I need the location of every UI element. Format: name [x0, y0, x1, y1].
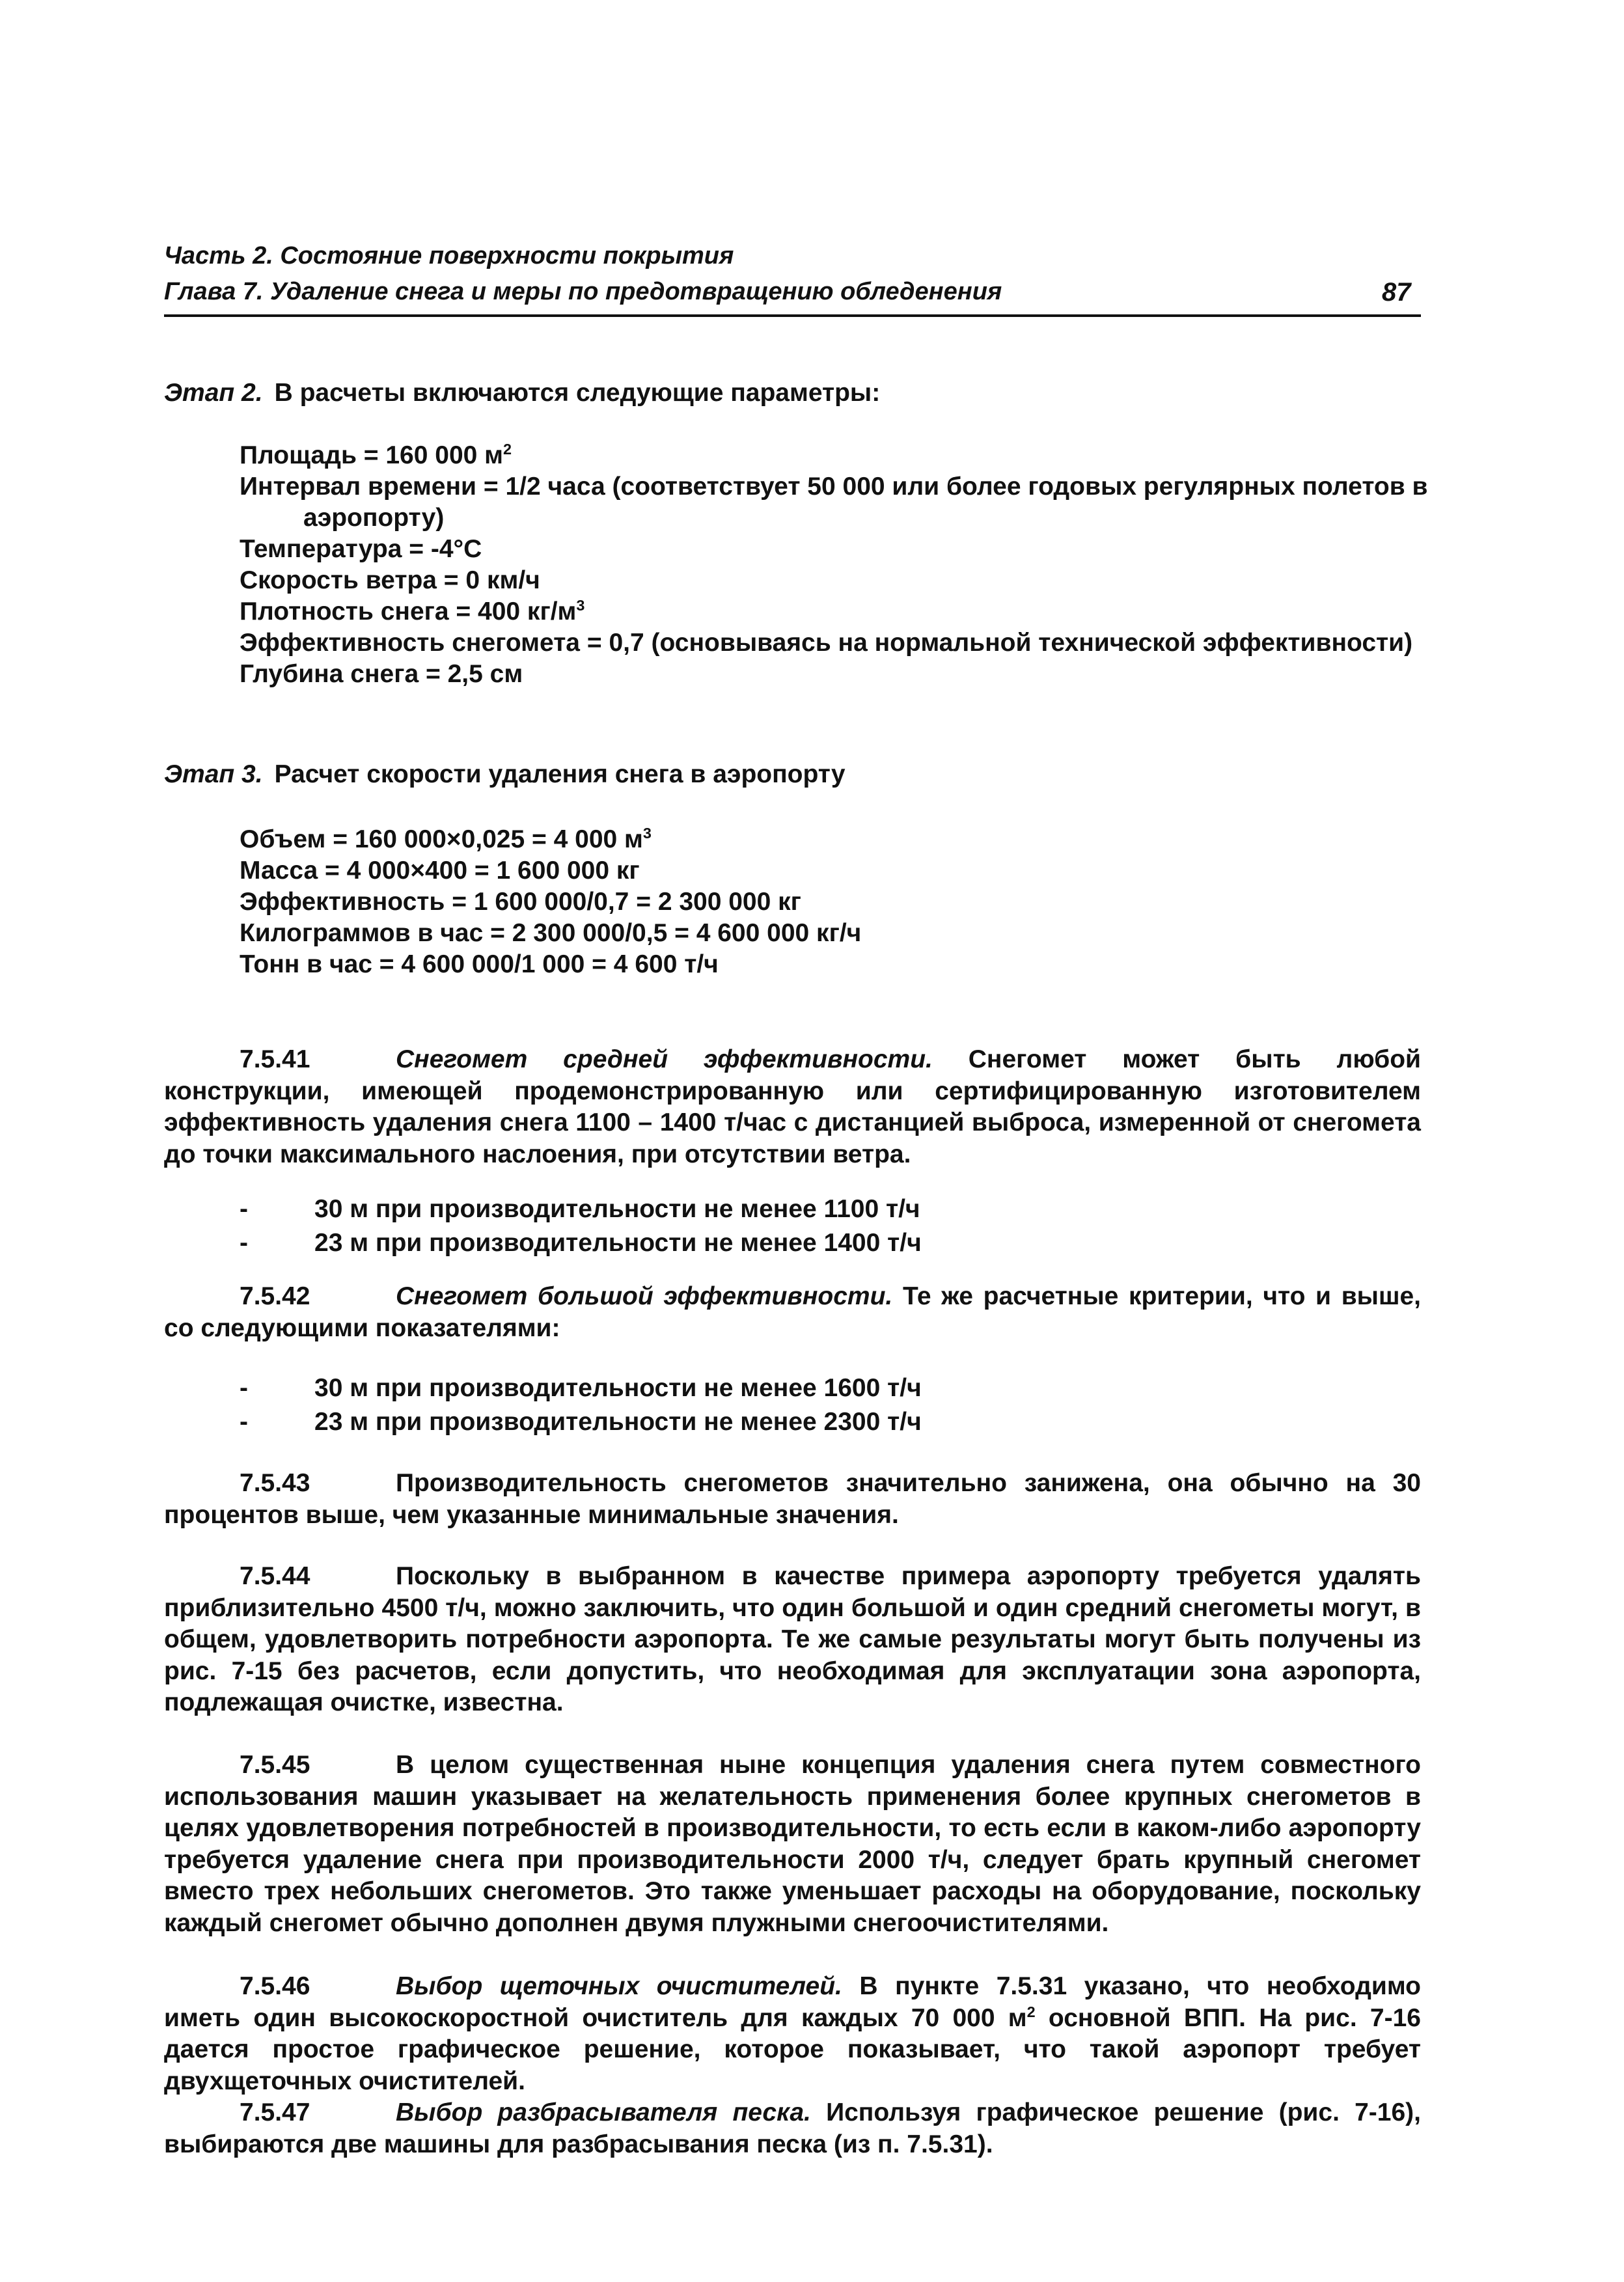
calc-kg-per-hour: Килограммов в час = 2 300 000/0,5 = 4 600 000 кг/ч [240, 919, 862, 947]
paragraph-text: Используя графическое решение (рис. 7-16), выбираются две машины для разбрасывания песка (из п. 7.5.31). [164, 2098, 1421, 2158]
paragraph-number: 7.5.44 [240, 1562, 310, 1590]
list-item: - 23 м при производительности не менее 2300 т/ч [240, 1408, 922, 1436]
paragraph-number: 7.5.42 [240, 1282, 310, 1310]
stage-2-heading [164, 379, 880, 407]
header-rule [164, 314, 1421, 317]
paragraph-title: Выбор разбрасывателя песка. [396, 2098, 811, 2126]
stage-3-calculations [240, 824, 861, 980]
running-header-part: Часть 2. Состояние поверхности покрытия [164, 242, 734, 269]
paragraph-7-5-45 [164, 1750, 1421, 1939]
stage-2-label: Этап 2. [164, 379, 263, 407]
paragraph-title: Выбор щеточных очистителей. [396, 1972, 842, 2000]
calc-efficiency: Эффективность = 1 600 000/0,7 = 2 300 000 кг [240, 888, 801, 916]
paragraph-text-cont: основной ВПП. На рис. 7-16 дается простое графическое решение, которое показывает, что такой аэропорт требует двухщеточных очистителей. [164, 2003, 1421, 2095]
paragraph-text: Те же расчетные критерии, что и выше, со следующими показателями: [164, 1282, 1422, 1342]
stage-3-heading [164, 760, 846, 789]
paragraph-7-5-42 [164, 1281, 1421, 1344]
param-interval-cont: аэропорту) [303, 504, 445, 532]
calc-volume: Объем = 160 000×0,025 = 4 000 $м^3$ [240, 825, 652, 853]
paragraph-number: 7.5.46 [240, 1972, 310, 2000]
paragraph-text: Снегомет может быть любой конструкции, имеющей продемонстрированную или сертифицированную изготовителем эффективность удаления снега 1100 – 1400 т/час с дистанцией выброса, измеренной от снегомета до точки максимального наслоения, при отсутствии ветра. [164, 1045, 1421, 1168]
calc-mass: Масса = 4 000×400 = 1 600 000 кг [240, 857, 640, 885]
stage-3-intro: Расчет скорости удаления снега в аэропорту [274, 760, 846, 788]
paragraph-title: Снегомет большой эффективности. [396, 1282, 893, 1310]
paragraph-text: В пункте 7.5.31 указано, что необходимо иметь один высокоскоростной очиститель для каждых 70 000 м [164, 1972, 1421, 2032]
stage-2-intro: В расчеты включаются следующие параметры: [274, 379, 881, 407]
paragraph-number: 7.5.45 [240, 1751, 310, 1779]
paragraph-7-5-44 [164, 1561, 1421, 1719]
param-area: Площадь = 160 000 $м^2$ [240, 441, 512, 469]
paragraph-number: 7.5.47 [240, 2098, 310, 2126]
param-density: Плотность снега = 400 $кг/м^3$ [240, 597, 585, 625]
paragraph-7-5-46: 7.5.46 Выбор щеточных очистителей. В пункте 7.5.31 указано, что необходимо иметь один высокоскоростной очиститель для каждых 70 000 $м^2$ основной ВПП. На рис. 7-16 дается простое графическое решение, которое показывает, что такой аэропорт требует двухщеточных очистителей. [164, 1972, 1421, 2095]
paragraph-text: В целом существенная ныне концепция удаления снега путем совместного использования машин указывает на желательность применения более крупных снегометов в целях удовлетворения потребностей в производительности, то есть если в каком-либо аэропорту требуется удаление снега при производительности 2000 т/ч, следует брать крупный снегомет вместо трех небольших снегометов. Это также уменьшает расходы на оборудование, поскольку каждый снегомет обычно дополнен двумя плужными снегоочистителями. [164, 1751, 1421, 1937]
bullet-list-7-5-41 [240, 1192, 922, 1260]
paragraph-title: Снегомет средней эффективности. [396, 1045, 933, 1073]
list-item: - 30 м при производительности не менее 1100 т/ч [240, 1195, 920, 1223]
param-wind: Скорость ветра = 0 км/ч [240, 566, 540, 594]
param-temperature: Температура = -4°С [240, 535, 482, 563]
paragraph-7-5-43 [164, 1468, 1421, 1531]
paragraph-7-5-41 [164, 1044, 1421, 1170]
page-number: 87 [1382, 278, 1411, 307]
paragraph-text: Поскольку в выбранном в качестве примера аэропорту требуется удалять приблизительно 4500 т/ч, можно заключить, что один большой и один средний снегометы могут, в общем, удовлетворить потребности аэропорта. Те же самые результаты могут быть получены из рис. 7-15 без расчетов, если допустить, что необходимая для эксплуатации зона аэропорта, подлежащая очистке, известна. [164, 1562, 1421, 1716]
stage-2-parameters [240, 440, 1428, 690]
calc-tons-per-hour: Тонн в час = 4 600 000/1 000 = 4 600 т/ч [240, 950, 719, 978]
param-interval: Интервал времени = 1/2 часа (соответствует 50 000 или более годовых регулярных полетов в [240, 473, 1428, 501]
paragraph-number: 7.5.41 [240, 1045, 310, 1073]
param-depth: Глубина снега = 2,5 см [240, 660, 523, 688]
running-header-chapter: Глава 7. Удаление снега и меры по предотвращению обледенения [164, 278, 1002, 305]
paragraph-text: Производительность снегометов значительно занижена, она обычно на 30 процентов выше, чем указанные минимальные значения. [164, 1469, 1421, 1529]
list-item: - 30 м при производительности не менее 1600 т/ч [240, 1374, 922, 1402]
list-item: - 23 м при производительности не менее 1400 т/ч [240, 1229, 922, 1257]
stage-3-label: Этап 3. [164, 760, 263, 788]
paragraph-number: 7.5.43 [240, 1469, 310, 1497]
paragraph-7-5-47 [164, 2097, 1421, 2160]
param-efficiency: Эффективность снегомета = 0,7 (основываясь на нормальной технической эффективности) [240, 629, 1413, 657]
bullet-list-7-5-42 [240, 1371, 922, 1439]
